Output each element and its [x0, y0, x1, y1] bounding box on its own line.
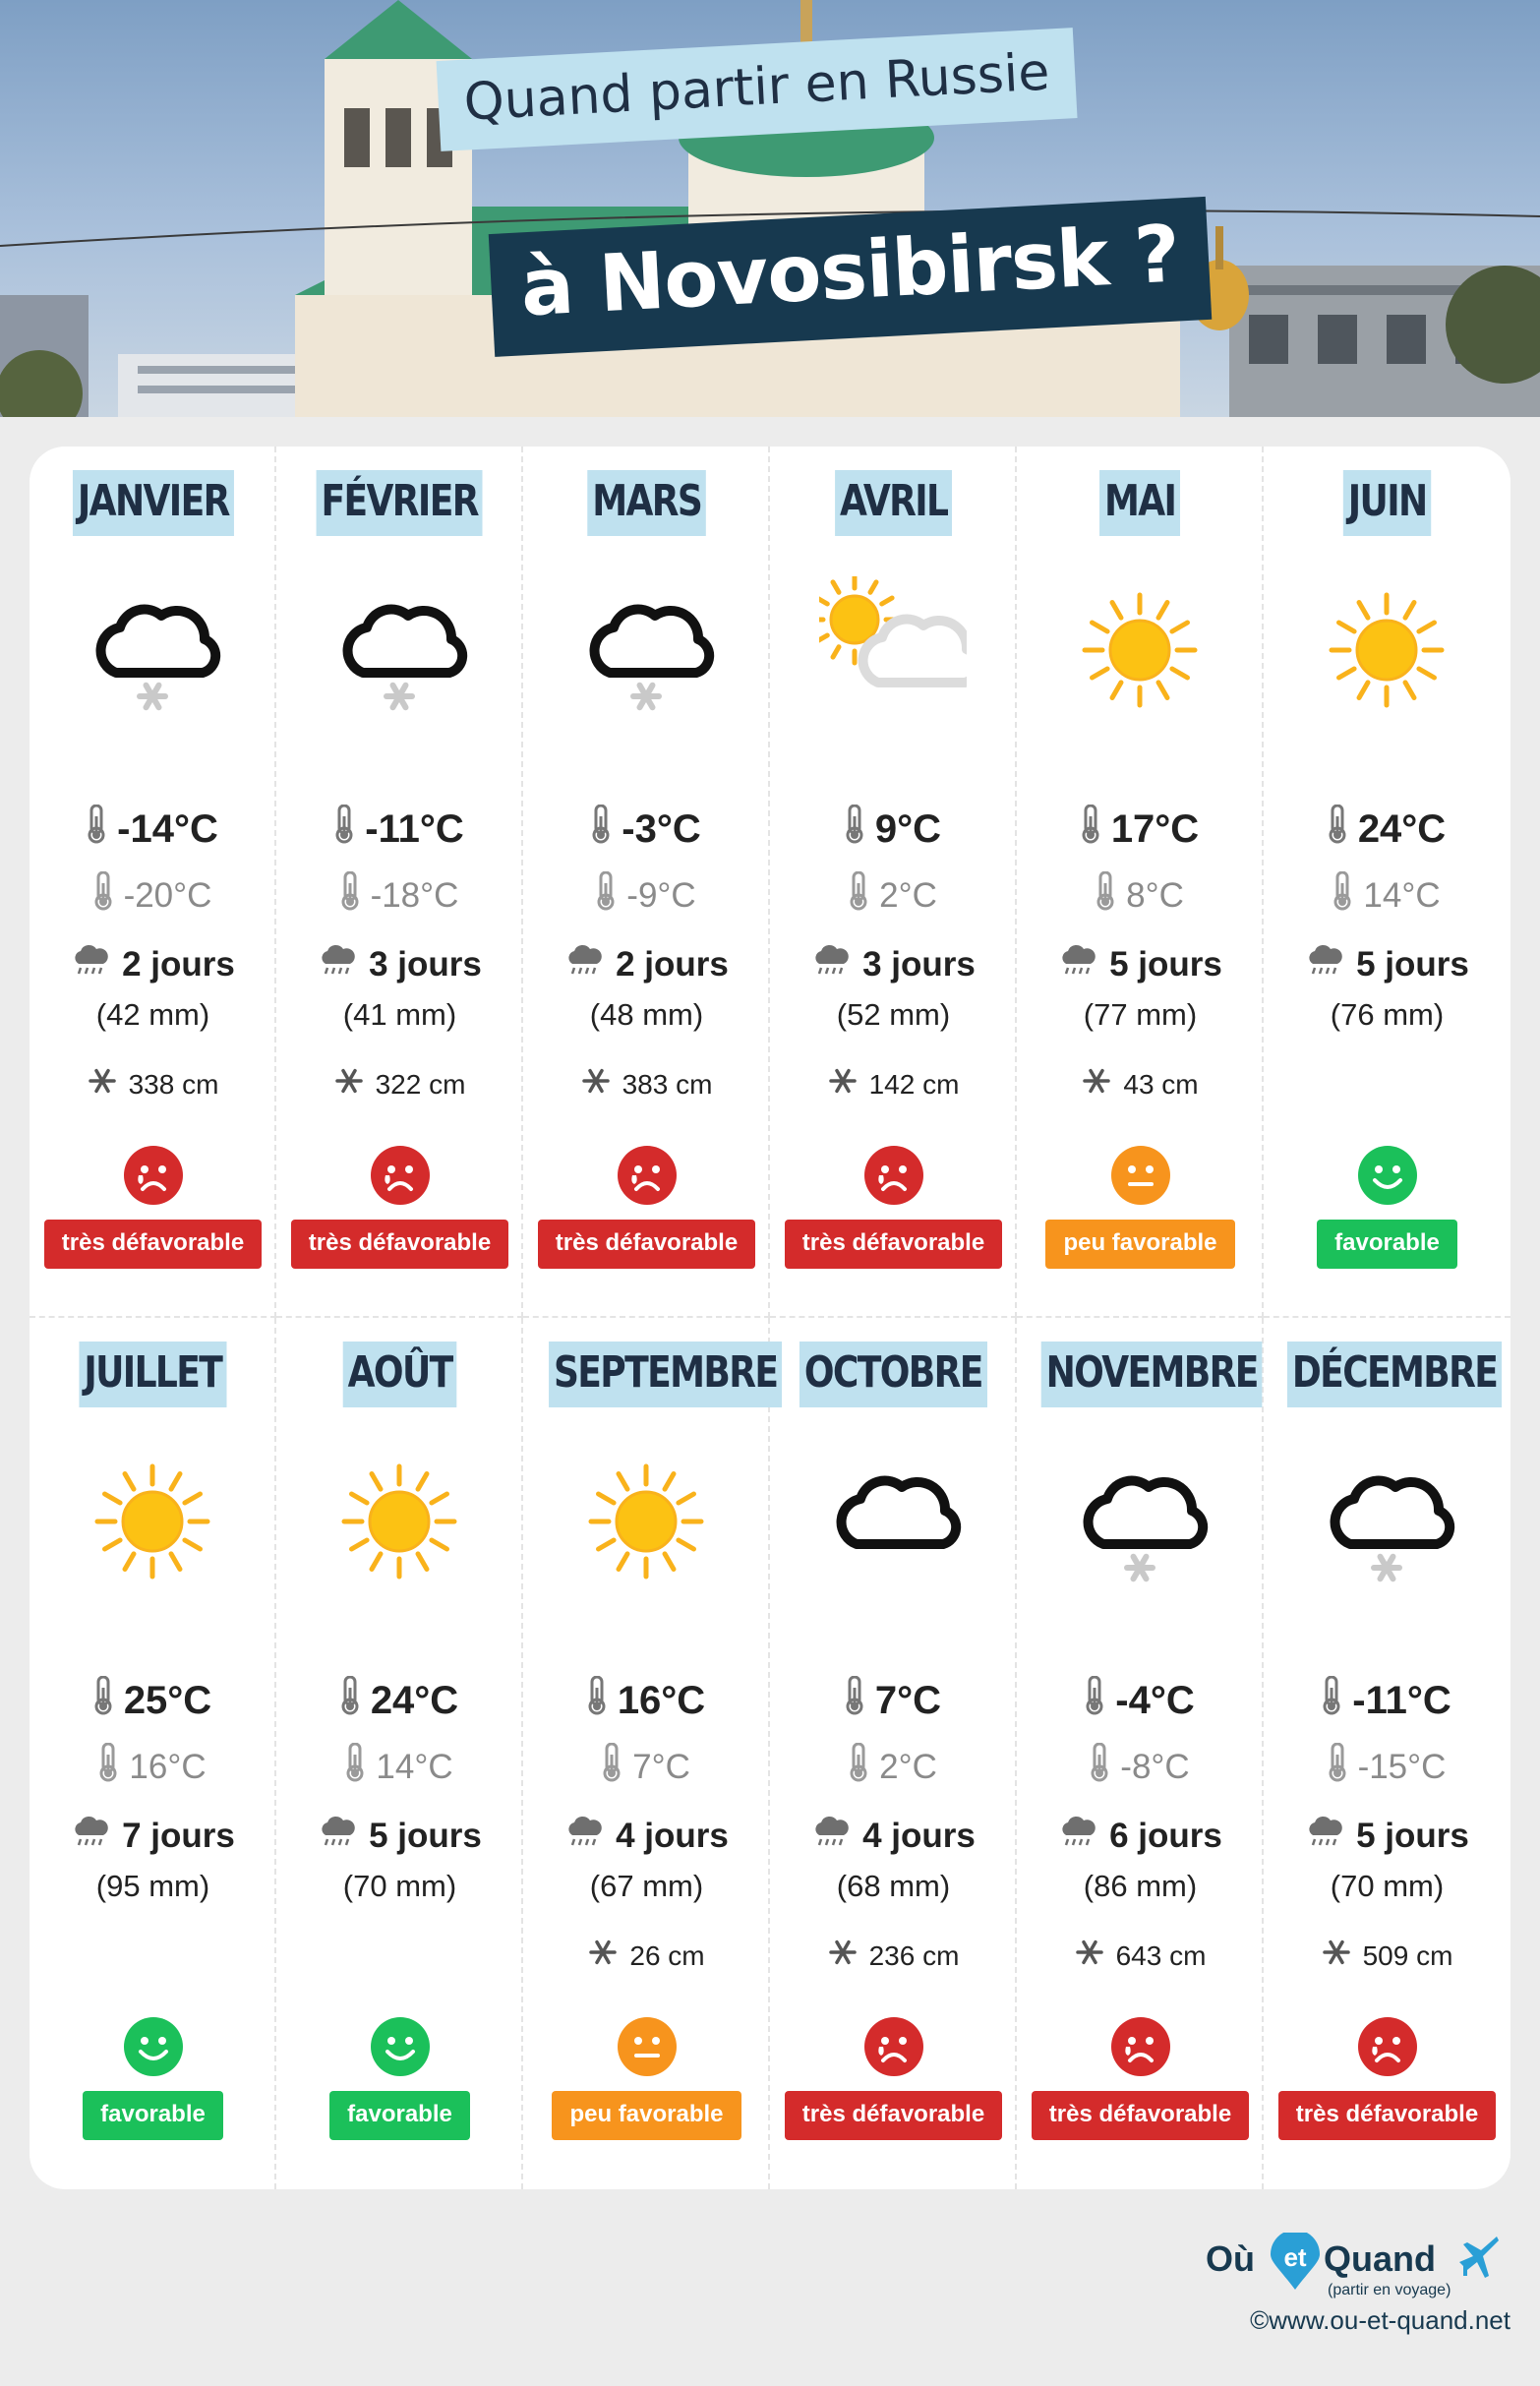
temp-min-row	[1017, 871, 1264, 920]
rain-mm: (70 mm)	[342, 1869, 457, 1903]
month-card	[523, 447, 770, 1318]
climate-calendar	[30, 447, 1510, 2189]
temp-min-row	[770, 1743, 1017, 1791]
rain-days: 4 jours	[862, 1816, 976, 1855]
snowflake-icon	[828, 1938, 869, 1974]
temp-max-row	[276, 1676, 523, 1725]
pin-icon	[1271, 2233, 1320, 2290]
temp-max-row	[770, 805, 1017, 854]
sun-icon	[79, 1448, 226, 1595]
month-card	[770, 1318, 1017, 2189]
brand-tagline: (partir en voyage)	[1328, 2282, 1451, 2298]
temp-max: 9°C	[874, 806, 942, 851]
months-grid	[30, 447, 1510, 2189]
rain-mm: (67 mm)	[589, 1869, 704, 1903]
temp-min: -9°C	[626, 875, 696, 915]
thermometer-icon	[1329, 1743, 1358, 1791]
temp-max: -4°C	[1115, 1678, 1195, 1722]
rating-badge: favorable	[1317, 1220, 1457, 1269]
temp-max-row	[770, 1676, 1017, 1725]
snowflake-icon	[588, 1938, 629, 1974]
temp-min-row	[523, 871, 770, 920]
neutral-face-icon	[1110, 1145, 1171, 1206]
month-name: DÉCEMBRE	[1287, 1342, 1502, 1407]
thermometer-icon	[850, 871, 879, 920]
rain-mm-row	[1264, 997, 1510, 1033]
month-card	[276, 1318, 523, 2189]
rain-mm-row	[30, 1869, 276, 1904]
snow-depth: 509 cm	[1362, 1939, 1453, 1971]
temp-max-row	[1264, 805, 1510, 854]
month-name-wrap	[30, 1342, 276, 1407]
snowflake-icon	[1322, 1938, 1363, 1974]
month-card	[523, 1318, 778, 2189]
sad-face-icon	[617, 1145, 678, 1206]
rain-mm-row	[1017, 997, 1264, 1033]
rain-days-row	[30, 944, 276, 984]
rain-cloud-icon	[1305, 944, 1356, 984]
temp-max: 7°C	[874, 1678, 942, 1722]
temp-min: 2°C	[879, 875, 937, 915]
rating-badge: très défavorable	[44, 1220, 262, 1269]
rating-badge-wrap	[30, 2091, 276, 2140]
brand-logo[interactable]	[1206, 2227, 1501, 2305]
thermometer-icon	[1329, 805, 1358, 854]
rating-badge: peu favorable	[552, 2091, 740, 2140]
sad-face-icon	[1110, 2016, 1171, 2077]
thermometer-icon	[1333, 871, 1363, 920]
sun-icon	[1066, 576, 1214, 724]
month-card	[1017, 1318, 1264, 2189]
month-name-wrap	[1264, 470, 1510, 536]
rain-mm-row	[770, 997, 1017, 1033]
airplane-icon	[1459, 2237, 1503, 2280]
rain-days: 2 jours	[616, 944, 729, 984]
sad-face-icon	[863, 1145, 924, 1206]
snow-depth: 26 cm	[629, 1939, 705, 1971]
rain-mm: (77 mm)	[1083, 997, 1198, 1032]
month-card	[1264, 1318, 1510, 2189]
month-name: AOÛT	[343, 1342, 457, 1407]
month-card	[770, 447, 1017, 1318]
rain-cloud-icon	[564, 944, 616, 984]
snow-row	[30, 1066, 276, 1103]
happy-face-icon	[370, 2016, 431, 2077]
month-name: NOVEMBRE	[1041, 1342, 1263, 1407]
sad-face-icon	[123, 1145, 184, 1206]
rating-badge-wrap	[1264, 2091, 1510, 2140]
thermometer-icon	[341, 871, 371, 920]
snow-depth: 43 cm	[1123, 1068, 1199, 1100]
rain-mm: (41 mm)	[342, 997, 457, 1032]
temp-min-row	[770, 871, 1017, 920]
rain-days-row	[770, 944, 1017, 984]
sad-face-icon	[370, 1145, 431, 1206]
rain-mm-row	[1017, 1869, 1264, 1904]
temp-min-row	[30, 871, 276, 920]
happy-face-icon	[1357, 1145, 1418, 1206]
snow-depth: 383 cm	[622, 1068, 713, 1100]
rain-days: 6 jours	[1109, 1816, 1222, 1855]
rain-cloud-icon	[1058, 944, 1109, 984]
month-name-wrap	[770, 470, 1017, 536]
rating-badge: très défavorable	[785, 1220, 1002, 1269]
snow-row	[1264, 1938, 1510, 1974]
rating-badge: favorable	[329, 2091, 470, 2140]
rain-days: 7 jours	[122, 1816, 235, 1855]
rain-cloud-icon	[318, 944, 369, 984]
sun-cloud-icon	[819, 576, 967, 724]
thermometer-icon	[588, 1676, 618, 1725]
temp-max-row	[523, 805, 770, 854]
rain-days: 3 jours	[369, 944, 482, 984]
snow-depth: 236 cm	[868, 1939, 960, 1971]
snow-row	[1017, 1938, 1264, 1974]
rain-mm: (76 mm)	[1330, 997, 1445, 1032]
rain-mm: (68 mm)	[836, 1869, 951, 1903]
month-name-wrap	[1017, 1342, 1264, 1407]
rating-badge-wrap	[1264, 1220, 1510, 1269]
snowflake-icon	[88, 1066, 129, 1103]
month-name-wrap	[523, 470, 770, 536]
cloud-snow-icon	[79, 576, 226, 724]
thermometer-icon	[94, 1676, 124, 1725]
cloud-snow-icon	[1066, 1448, 1214, 1595]
month-card	[30, 1318, 276, 2189]
temp-min: -8°C	[1120, 1747, 1190, 1786]
rating-badge-wrap	[1017, 2091, 1264, 2140]
neutral-face-icon	[617, 2016, 678, 2077]
thermometer-icon	[597, 871, 626, 920]
rain-days-row	[1017, 1816, 1264, 1856]
snow-row	[770, 1066, 1017, 1103]
rain-days: 2 jours	[122, 944, 235, 984]
temp-min: 14°C	[376, 1747, 453, 1786]
rain-cloud-icon	[318, 1816, 369, 1856]
month-card	[1264, 447, 1510, 1318]
page-title-line1: Quand partir en Russie	[437, 28, 1078, 151]
temp-min: 8°C	[1126, 875, 1184, 915]
month-name: SEPTEMBRE	[549, 1342, 782, 1407]
rain-cloud-icon	[1305, 1816, 1356, 1856]
temp-min-row	[30, 1743, 276, 1791]
thermometer-icon	[1323, 1676, 1352, 1725]
rating-badge: favorable	[83, 2091, 223, 2140]
rain-days: 5 jours	[369, 1816, 482, 1855]
rain-days-row	[30, 1816, 276, 1856]
month-card	[1017, 447, 1264, 1318]
rain-mm-row	[30, 997, 276, 1033]
rating-badge-wrap	[523, 2091, 770, 2140]
rain-mm: (48 mm)	[589, 997, 704, 1032]
rain-mm: (95 mm)	[95, 1869, 210, 1903]
rain-days: 4 jours	[616, 1816, 729, 1855]
thermometer-icon	[850, 1743, 879, 1791]
temp-min-row	[1264, 1743, 1510, 1791]
month-name: JANVIER	[73, 470, 234, 536]
rating-badge: très défavorable	[538, 1220, 755, 1269]
rain-days-row	[770, 1816, 1017, 1856]
rain-cloud-icon	[71, 1816, 122, 1856]
cloud-snow-icon	[572, 576, 720, 724]
snow-depth: 643 cm	[1115, 1939, 1207, 1971]
month-name-wrap	[1264, 1342, 1510, 1407]
temp-max-row	[30, 805, 276, 854]
temp-max: 17°C	[1110, 806, 1200, 851]
temp-max-row	[276, 805, 523, 854]
thermometer-icon	[1096, 871, 1126, 920]
temp-min: -20°C	[123, 875, 212, 915]
temp-min-row	[523, 1743, 770, 1791]
rating-badge-wrap	[276, 1220, 523, 1269]
temp-max: -14°C	[117, 806, 218, 851]
page-title-line2: à Novosibirsk ?	[489, 197, 1213, 357]
month-card	[30, 447, 276, 1318]
thermometer-icon	[94, 871, 124, 920]
temp-max-row	[1264, 1676, 1510, 1725]
rain-cloud-icon	[564, 1816, 616, 1856]
temp-min: -18°C	[370, 875, 459, 915]
temp-min-row	[1017, 1743, 1264, 1791]
rating-badge-wrap	[1017, 1220, 1264, 1269]
month-name-wrap	[770, 1342, 1017, 1407]
thermometer-icon	[335, 805, 365, 854]
temp-max-row	[523, 1676, 770, 1725]
cloud-snow-icon	[326, 576, 473, 724]
month-name: FÉVRIER	[317, 470, 483, 536]
month-name-wrap	[30, 470, 276, 536]
brand-quand: Quand	[1324, 2238, 1436, 2279]
snow-row	[1017, 1066, 1264, 1103]
rain-mm-row	[523, 1869, 770, 1904]
sun-icon	[572, 1448, 720, 1595]
temp-max: -11°C	[1352, 1678, 1451, 1722]
snowflake-icon	[1075, 1938, 1116, 1974]
temp-min-row	[276, 871, 523, 920]
thermometer-icon	[88, 805, 117, 854]
rain-mm-row	[276, 1869, 523, 1904]
temp-max-row	[1017, 805, 1264, 854]
snow-row	[770, 1938, 1017, 1974]
rain-days-row	[276, 944, 523, 984]
thermometer-icon	[99, 1743, 129, 1791]
rain-mm-row	[1264, 1869, 1510, 1904]
sad-face-icon	[1357, 2016, 1418, 2077]
rating-badge-wrap	[30, 1220, 276, 1269]
thermometer-icon	[1091, 1743, 1120, 1791]
rain-days: 3 jours	[862, 944, 976, 984]
rain-days-row	[523, 1816, 770, 1856]
rating-badge: très défavorable	[1032, 2091, 1249, 2140]
rain-mm: (52 mm)	[836, 997, 951, 1032]
thermometer-icon	[1086, 1676, 1115, 1725]
temp-max-row	[30, 1676, 276, 1725]
rating-badge: très défavorable	[291, 1220, 508, 1269]
temp-max: 25°C	[123, 1678, 212, 1722]
cloud-snow-icon	[1313, 1448, 1460, 1595]
rain-mm-row	[523, 997, 770, 1033]
rain-days-row	[1017, 944, 1264, 984]
rating-badge-wrap	[770, 1220, 1017, 1269]
sad-face-icon	[863, 2016, 924, 2077]
month-name-wrap	[1017, 470, 1264, 536]
rating-badge: très défavorable	[1278, 2091, 1496, 2140]
temp-min: 7°C	[632, 1747, 690, 1786]
month-name: JUILLET	[80, 1342, 227, 1407]
month-name-wrap	[276, 470, 523, 536]
rain-days: 5 jours	[1356, 944, 1469, 984]
rain-mm-row	[770, 1869, 1017, 1904]
temp-min: 2°C	[879, 1747, 937, 1786]
snowflake-icon	[334, 1066, 376, 1103]
temp-min: 14°C	[1363, 875, 1441, 915]
snow-depth: 142 cm	[868, 1068, 960, 1100]
temp-min-row	[276, 1743, 523, 1791]
temp-min-row	[1264, 871, 1510, 920]
thermometer-icon	[846, 1676, 875, 1725]
temp-min: 16°C	[129, 1747, 207, 1786]
rain-mm-row	[276, 997, 523, 1033]
snow-depth: 338 cm	[128, 1068, 219, 1100]
thermometer-icon	[846, 805, 875, 854]
month-name-wrap	[523, 1342, 778, 1407]
thermometer-icon	[346, 1743, 376, 1791]
rain-cloud-icon	[71, 944, 122, 984]
rating-badge-wrap	[523, 1220, 770, 1269]
snow-row	[276, 1066, 523, 1103]
snow-row	[523, 1938, 770, 1974]
rain-mm: (86 mm)	[1083, 1869, 1198, 1903]
rain-days: 5 jours	[1109, 944, 1222, 984]
temp-min: -15°C	[1357, 1747, 1447, 1786]
thermometer-icon	[1082, 805, 1111, 854]
snowflake-icon	[581, 1066, 622, 1103]
rating-badge-wrap	[276, 2091, 523, 2140]
rain-days-row	[1264, 1816, 1510, 1856]
thermometer-icon	[603, 1743, 632, 1791]
month-name: AVRIL	[835, 470, 952, 536]
temp-max: 24°C	[1357, 806, 1447, 851]
temp-max: -11°C	[365, 806, 464, 851]
month-card	[276, 447, 523, 1318]
sun-icon	[1313, 576, 1460, 724]
rain-days-row	[523, 944, 770, 984]
happy-face-icon	[123, 2016, 184, 2077]
rain-days: 5 jours	[1356, 1816, 1469, 1855]
temp-max: -3°C	[622, 806, 701, 851]
thermometer-icon	[592, 805, 622, 854]
temp-max: 16°C	[617, 1678, 706, 1722]
snowflake-icon	[1082, 1066, 1123, 1103]
rain-mm: (42 mm)	[95, 997, 210, 1032]
rain-cloud-icon	[811, 944, 862, 984]
month-name: MAI	[1099, 470, 1180, 536]
temp-max: 24°C	[370, 1678, 459, 1722]
sun-icon	[326, 1448, 473, 1595]
month-name: JUIN	[1343, 470, 1432, 536]
thermometer-icon	[341, 1676, 371, 1725]
temp-max-row	[1017, 1676, 1264, 1725]
rating-badge-wrap	[770, 2091, 1017, 2140]
snow-depth: 322 cm	[375, 1068, 466, 1100]
brand-et: et	[1283, 2242, 1307, 2272]
rating-badge: très défavorable	[785, 2091, 1002, 2140]
header-photo	[0, 0, 1540, 417]
snowflake-icon	[828, 1066, 869, 1103]
month-name: OCTOBRE	[800, 1342, 987, 1407]
month-name-wrap	[276, 1342, 523, 1407]
rating-badge: peu favorable	[1045, 1220, 1234, 1269]
rain-days-row	[1264, 944, 1510, 984]
rain-days-row	[276, 1816, 523, 1856]
rain-mm: (70 mm)	[1330, 1869, 1445, 1903]
website-credit[interactable]: ©www.ou-et-quand.net	[1250, 2305, 1510, 2335]
rain-cloud-icon	[1058, 1816, 1109, 1856]
cloud-icon	[819, 1448, 967, 1595]
brand-ou: Où	[1206, 2238, 1255, 2279]
snow-row	[523, 1066, 770, 1103]
month-name: MARS	[587, 470, 706, 536]
rain-cloud-icon	[811, 1816, 862, 1856]
